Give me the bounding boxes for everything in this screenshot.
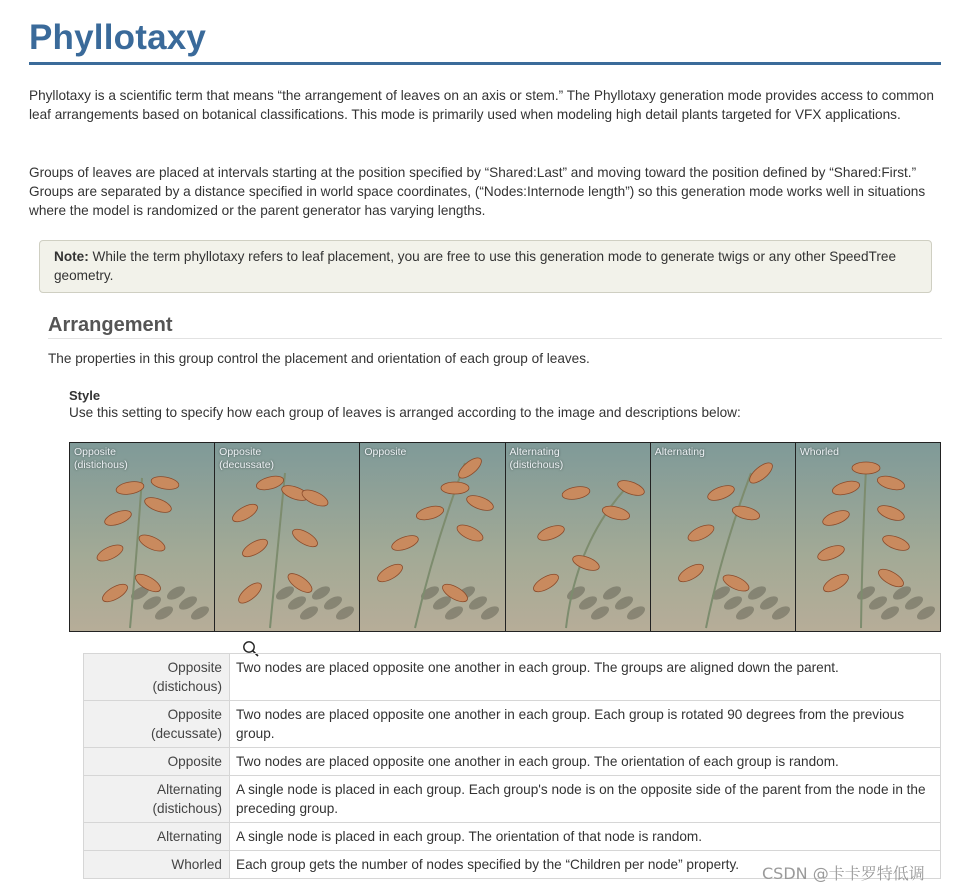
style-term: Opposite (decussate) [84, 701, 230, 748]
style-label: Style [69, 388, 101, 403]
style-term: Opposite (distichous) [84, 654, 230, 701]
table-row [84, 654, 941, 701]
panel-label: Whorled [799, 446, 839, 458]
note-text: While the term phyllotaxy refers to leaf placement, you are free to use this generation mode to generate twigs or any other SpeedTree geometry. [54, 249, 897, 283]
style-description-cell: Two nodes are placed opposite one another in each group. The groups are aligned down the parent. [230, 654, 941, 701]
panel-label: Alternating [654, 446, 705, 458]
intro-paragraph: Phyllotaxy is a scientific term that means “the arrangement of leaves on an axis or stem.” The Phyllotaxy generation mode provides access to common leaf arrangements based on botanical classifications. This mode is primarily used when modeling high detail plants targeted for VFX applications. [29, 88, 934, 123]
plant-illustration [651, 443, 795, 631]
table-row [84, 776, 941, 823]
style-definitions-table [83, 653, 941, 879]
style-description-cell: A single node is placed in each group. Each group's node is on the opposite side of the parent from the node in the preceding group. [230, 776, 941, 823]
panel-label: Alternating (distichous) [509, 446, 564, 471]
watermark: CSDN @卡卡罗特低调 [762, 864, 925, 883]
table-row [84, 701, 941, 748]
note-box [39, 240, 932, 293]
panel-label: Opposite (decussate) [219, 446, 275, 471]
panel-label: Opposite (distichous) [74, 446, 128, 471]
image-panel-alternating-distichous [506, 443, 650, 631]
arrangement-divider [48, 338, 942, 339]
style-term: Alternating [84, 823, 230, 851]
style-description: Use this setting to specify how each group of leaves is arranged according to the image and descriptions below: [69, 405, 741, 420]
title-divider [29, 62, 941, 65]
style-term: Alternating (distichous) [84, 776, 230, 823]
style-description-cell: Two nodes are placed opposite one another in each group. Each group is rotated 90 degrees from the previous group. [230, 701, 941, 748]
panel-label: Opposite [364, 446, 407, 458]
image-panel-whorled [796, 443, 940, 631]
image-panel-opposite-distichous [70, 443, 214, 631]
plant-illustration [360, 443, 504, 631]
page-title: Phyllotaxy [29, 18, 207, 57]
leaf [852, 462, 880, 474]
note-label: Note: [54, 249, 89, 264]
style-term: Whorled [84, 851, 230, 879]
arrangement-heading: Arrangement [48, 314, 173, 336]
style-term: Opposite [84, 748, 230, 776]
leaf [441, 482, 469, 494]
image-panel-opposite [360, 443, 504, 631]
plant-illustration [796, 443, 940, 631]
table-row [84, 748, 941, 776]
generation-paragraph: Groups of leaves are placed at intervals starting at the position specified by “Shared:Last” and moving toward the position defined by “Shared:First.” Groups are separated by a distance specified in world space coordinates, (“Nodes:Internode length”) so this generation mode works well in situations where the model is randomized or the parent generator has varying lengths. [29, 165, 926, 219]
style-description-cell: Two nodes are placed opposite one another in each group. The orientation of each group is random. [230, 748, 941, 776]
arrangement-description: The properties in this group control the placement and orientation of each group of leaves. [48, 351, 590, 366]
style-description-cell: A single node is placed in each group. The orientation of that node is random. [230, 823, 941, 851]
phyllotaxy-image-strip [69, 442, 941, 632]
image-panel-opposite-decussate [215, 443, 359, 631]
table-row [84, 823, 941, 851]
style-description-cell: Each group gets the number of nodes specified by the “Children per node” property. [230, 851, 941, 879]
image-panel-alternating [651, 443, 795, 631]
